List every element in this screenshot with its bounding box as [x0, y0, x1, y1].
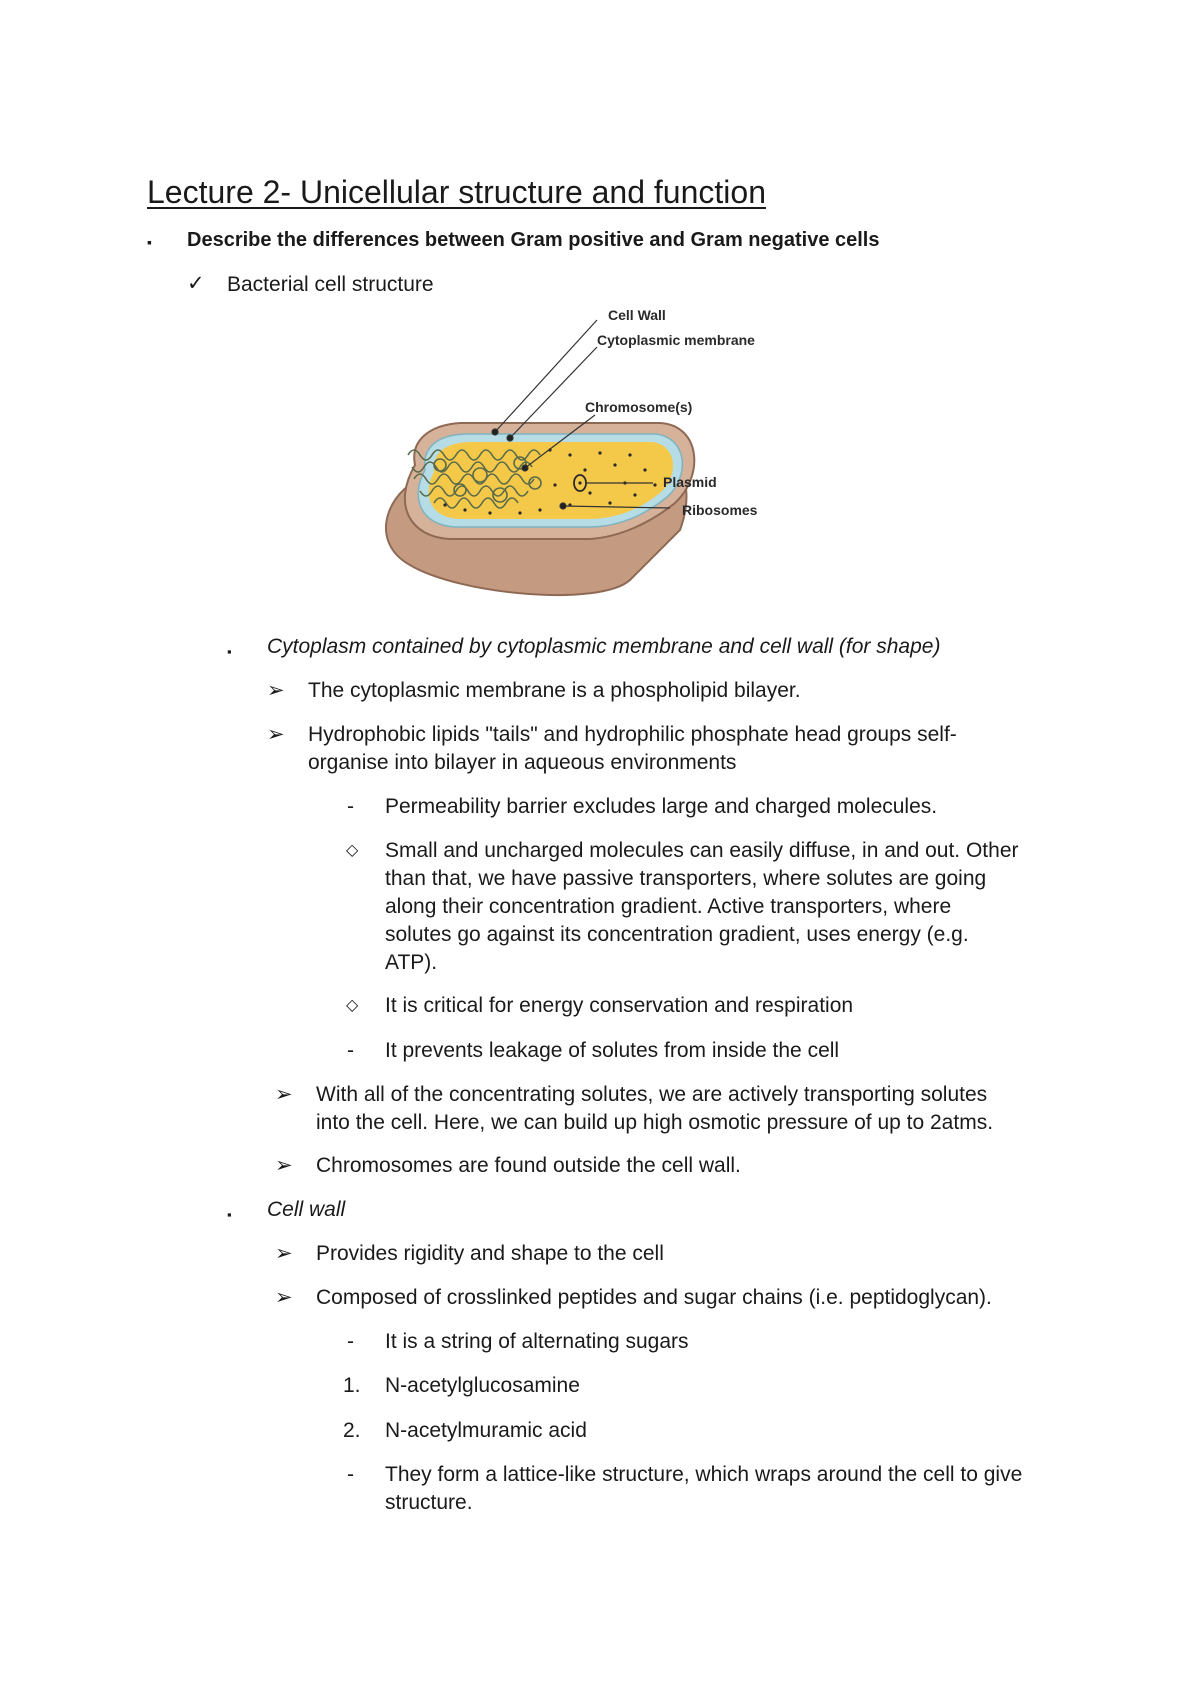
cell-wall-sub-1: It is a string of alternating sugars: [385, 1330, 689, 1353]
diamond-marker: ◇: [346, 997, 359, 1014]
cytoplasm-point-2-line-1: Hydrophobic lipids "tails" and hydrophilic phosphate head groups self-: [308, 723, 957, 746]
dash-marker: -: [347, 1330, 354, 1353]
cell-wall-sub-2-line-2: structure.: [385, 1491, 473, 1514]
cell-wall-leader: [495, 320, 597, 432]
cytoplasm-point-2-line-2: organise into bilayer in aqueous environments: [308, 751, 737, 774]
cell-wall-heading: Cell wall: [267, 1198, 346, 1221]
label-chromosome: Chromosome(s): [585, 399, 693, 415]
dash-marker: -: [347, 1463, 354, 1486]
cytoplasm-point-4: Chromosomes are found outside the cell wall.: [316, 1154, 741, 1177]
cytoplasm-heading: Cytoplasm contained by cytoplasmic membrane and cell wall (for shape): [267, 635, 941, 658]
bullet-marker: ▪: [227, 1207, 232, 1222]
bacterial-cell-diagram: [370, 307, 850, 605]
arrow-marker: ➢: [275, 1242, 293, 1265]
cytoplasm-point-1: The cytoplasmic membrane is a phospholipid bilayer.: [308, 679, 801, 702]
cell-wall-num-1: N-acetylglucosamine: [385, 1374, 580, 1397]
cytoplasm-sub-2-line-5: ATP).: [385, 951, 438, 974]
cytoplasm-sub-2-line-2: than that, we have passive transporters, where solutes are going: [385, 867, 987, 890]
label-ribosomes: Ribosomes: [682, 502, 758, 518]
objective-text: Describe the differences between Gram positive and Gram negative cells: [187, 229, 880, 251]
number-marker: 1.: [343, 1374, 361, 1397]
cytoplasm-sub-2-line-1: Small and uncharged molecules can easily diffuse, in and out. Other: [385, 839, 1019, 862]
arrow-marker: ➢: [275, 1286, 293, 1309]
bullet-marker: ▪: [227, 644, 232, 659]
arrow-marker: ➢: [267, 723, 285, 746]
cell-wall-num-2: N-acetylmuramic acid: [385, 1419, 587, 1442]
arrow-marker: ➢: [275, 1154, 293, 1177]
cytoplasm-sub-2-line-4: solutes go against its concentration gradient, uses energy (e.g.: [385, 923, 969, 946]
bullet-marker: ▪: [147, 234, 152, 250]
page-title: Lecture 2- Unicellular structure and function: [147, 174, 766, 210]
number-marker: 2.: [343, 1419, 361, 1442]
label-cytoplasmic-membrane: Cytoplasmic membrane: [597, 332, 755, 348]
cell-wall-sub-2-line-1: They form a lattice-like structure, which wraps around the cell to give: [385, 1463, 1023, 1486]
cell-wall-point-1: Provides rigidity and shape to the cell: [316, 1242, 664, 1265]
cytoplasm-sub-4: It prevents leakage of solutes from inside the cell: [385, 1039, 840, 1062]
dash-marker: -: [347, 1039, 354, 1062]
check-icon: ✓: [187, 272, 205, 295]
label-cell-wall: Cell Wall: [608, 307, 666, 323]
cytoplasm-sub-3: It is critical for energy conservation and respiration: [385, 994, 854, 1017]
arrow-marker: ➢: [267, 679, 285, 702]
arrow-marker: ➢: [275, 1083, 293, 1106]
section-heading: Bacterial cell structure: [227, 273, 434, 296]
cytoplasm-sub-1: Permeability barrier excludes large and charged molecules.: [385, 795, 938, 818]
label-plasmid: Plasmid: [663, 474, 717, 490]
diamond-marker: ◇: [346, 842, 359, 859]
cytoplasm-point-3-line-2: into the cell. Here, we can build up high osmotic pressure of up to 2atms.: [316, 1111, 994, 1134]
cell-wall-point-2: Composed of crosslinked peptides and sugar chains (i.e. peptidoglycan).: [316, 1286, 992, 1309]
dash-marker: -: [347, 795, 354, 818]
cytoplasm-point-3-line-1: With all of the concentrating solutes, we are actively transporting solutes: [316, 1083, 988, 1106]
cytoplasm-sub-2-line-3: along their concentration gradient. Active transporters, where: [385, 895, 952, 918]
